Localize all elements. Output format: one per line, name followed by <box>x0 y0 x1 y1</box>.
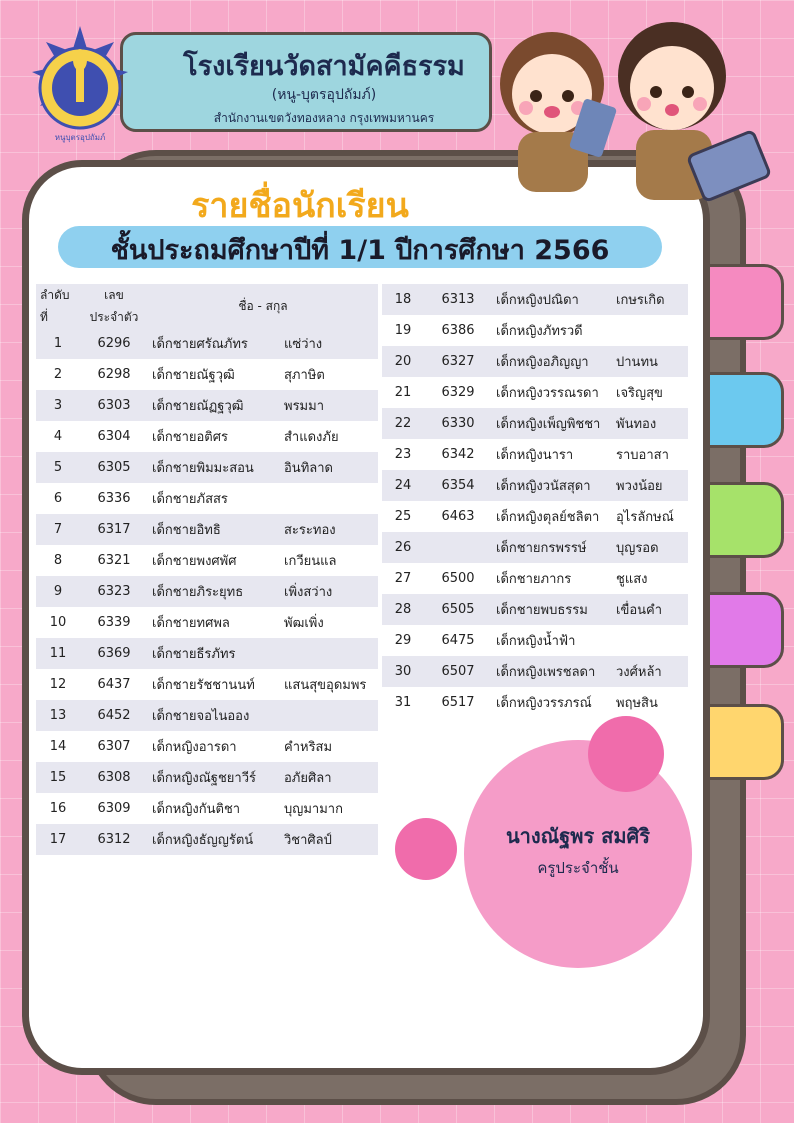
student-number: 29 <box>382 625 424 656</box>
table-row <box>36 824 378 855</box>
student-id: 6329 <box>424 377 492 408</box>
teacher-role: ครูประจำชั้น <box>537 859 619 877</box>
table-row <box>36 762 378 793</box>
student-first-name: เด็กชายภิระยุทธ <box>148 576 280 607</box>
student-number: 1 <box>36 328 80 359</box>
table-row <box>36 545 378 576</box>
student-number: 7 <box>36 514 80 545</box>
school-subtitle: (หนู-บุตรอุปถัมภ์) <box>271 87 377 103</box>
student-id: 6296 <box>80 328 148 359</box>
student-number: 3 <box>36 390 80 421</box>
student-number: 19 <box>382 315 424 346</box>
table-row <box>36 700 378 731</box>
student-number: 27 <box>382 563 424 594</box>
student-first-name: เด็กชายอติศร <box>148 421 280 452</box>
school-name: โรงเรียนวัดสามัคคีธรรม <box>183 51 465 82</box>
student-first-name: เด็กชายพงศพัศ <box>148 545 280 576</box>
student-last-name: สุภาษิต <box>280 359 378 390</box>
column-header-number <box>36 284 80 328</box>
table-row <box>36 669 378 700</box>
student-number: 24 <box>382 470 424 501</box>
decor-circle-top <box>588 716 664 792</box>
table-row <box>36 390 378 421</box>
student-id: 6298 <box>80 359 148 390</box>
table-row <box>36 514 378 545</box>
student-id: 6386 <box>424 315 492 346</box>
student-first-name: เด็กชายกรพรรษ์ <box>492 532 612 563</box>
student-id: 6313 <box>424 284 492 315</box>
student-table-left <box>36 284 378 855</box>
table-row <box>382 346 688 377</box>
student-last-name: คำหริสม <box>280 731 378 762</box>
student-first-name: เด็กหญิงณัฐชยาวีร์ <box>148 762 280 793</box>
student-number: 5 <box>36 452 80 483</box>
student-table-right <box>382 284 688 718</box>
student-id: 6517 <box>424 687 492 718</box>
student-first-name: เด็กหญิงเพ็ญพิชชา <box>492 408 612 439</box>
student-last-name: สะระทอง <box>280 514 378 545</box>
column-header-number-line1: ลำดับ <box>40 288 70 302</box>
student-number: 18 <box>382 284 424 315</box>
student-last-name: พันทอง <box>612 408 688 439</box>
table-row <box>36 576 378 607</box>
page-subtitle: ชั้นประถมศึกษาปีที่ 1/1 ปีการศึกษา 2566 <box>110 235 610 266</box>
table-row <box>382 315 688 346</box>
column-header-id <box>80 284 148 328</box>
column-header-name: ชื่อ - สกุล <box>148 284 378 328</box>
student-id: 6507 <box>424 656 492 687</box>
student-first-name: เด็กหญิงกันติชา <box>148 793 280 824</box>
student-number: 16 <box>36 793 80 824</box>
student-number: 26 <box>382 532 424 563</box>
student-id: 6303 <box>80 390 148 421</box>
student-id: 6330 <box>424 408 492 439</box>
student-id: 6437 <box>80 669 148 700</box>
student-number: 30 <box>382 656 424 687</box>
student-last-name <box>612 625 688 656</box>
student-first-name: เด็กหญิงน้ำฟ้า <box>492 625 612 656</box>
student-last-name: พวงน้อย <box>612 470 688 501</box>
student-last-name <box>280 700 378 731</box>
table-row <box>36 421 378 452</box>
table-row <box>36 607 378 638</box>
student-number: 17 <box>36 824 80 855</box>
student-last-name <box>612 315 688 346</box>
student-number: 23 <box>382 439 424 470</box>
student-id: 6317 <box>80 514 148 545</box>
table-row <box>382 594 688 625</box>
student-first-name: เด็กหญิงธัญญรัตน์ <box>148 824 280 855</box>
student-id: 6321 <box>80 545 148 576</box>
student-number: 6 <box>36 483 80 514</box>
student-number: 14 <box>36 731 80 762</box>
student-id: 6354 <box>424 470 492 501</box>
student-first-name: เด็กชายณัฏฐวุฒิ <box>148 390 280 421</box>
student-number: 4 <box>36 421 80 452</box>
student-first-name: เด็กชายศรัณภัทร <box>148 328 280 359</box>
decor-circle-left <box>395 818 457 880</box>
student-number: 8 <box>36 545 80 576</box>
student-last-name: แซ่ว่าง <box>280 328 378 359</box>
student-last-name <box>280 483 378 514</box>
student-last-name: ปานทน <box>612 346 688 377</box>
student-number: 13 <box>36 700 80 731</box>
student-number: 9 <box>36 576 80 607</box>
student-last-name: พัฒเพิ่ง <box>280 607 378 638</box>
student-first-name: เด็กชายรัชชานนท์ <box>148 669 280 700</box>
table-row <box>382 687 688 718</box>
student-id: 6463 <box>424 501 492 532</box>
table-row <box>382 377 688 408</box>
student-number: 10 <box>36 607 80 638</box>
student-first-name: เด็กชายจอไนออง <box>148 700 280 731</box>
student-id: 6309 <box>80 793 148 824</box>
students-illustration-icon <box>480 6 780 216</box>
student-first-name: เด็กหญิงวนัสสุดา <box>492 470 612 501</box>
student-number: 20 <box>382 346 424 377</box>
student-id: 6308 <box>80 762 148 793</box>
table-row <box>36 359 378 390</box>
table-row <box>382 656 688 687</box>
student-id: 6323 <box>80 576 148 607</box>
student-first-name: เด็กชายธีรภัทร <box>148 638 280 669</box>
student-last-name: เขื่อนคำ <box>612 594 688 625</box>
student-id: 6342 <box>424 439 492 470</box>
student-number: 22 <box>382 408 424 439</box>
student-id: 6475 <box>424 625 492 656</box>
student-first-name: เด็กชายทศพล <box>148 607 280 638</box>
student-number: 15 <box>36 762 80 793</box>
table-row <box>382 439 688 470</box>
table-row <box>382 408 688 439</box>
student-last-name: บุญรอด <box>612 532 688 563</box>
table-row <box>36 793 378 824</box>
student-first-name: เด็กหญิงปณิดา <box>492 284 612 315</box>
table-row <box>382 470 688 501</box>
student-last-name: พฤษสิน <box>612 687 688 718</box>
column-header-id-line2: ประจำตัว <box>89 310 139 324</box>
student-first-name: เด็กหญิงนารา <box>492 439 612 470</box>
student-id: 6327 <box>424 346 492 377</box>
student-first-name: เด็กหญิงตุลย์ชลิตา <box>492 501 612 532</box>
student-id: 6505 <box>424 594 492 625</box>
svg-text:หนูบุตรอุปถัมภ์: หนูบุตรอุปถัมภ์ <box>54 133 106 142</box>
student-number: 31 <box>382 687 424 718</box>
student-last-name: เพิ่งสว่าง <box>280 576 378 607</box>
column-header-number-line2: ที่ <box>40 310 48 324</box>
student-first-name: เด็กชายพิมมะสอน <box>148 452 280 483</box>
student-id: 6312 <box>80 824 148 855</box>
school-logo-icon <box>24 22 136 150</box>
student-number: 11 <box>36 638 80 669</box>
student-id: 6305 <box>80 452 148 483</box>
student-number: 2 <box>36 359 80 390</box>
student-last-name: เจริญสุข <box>612 377 688 408</box>
student-last-name: วิชาศิลป์ <box>280 824 378 855</box>
student-number: 12 <box>36 669 80 700</box>
student-first-name: เด็กชายภัสสร <box>148 483 280 514</box>
table-row <box>382 501 688 532</box>
column-header-id-line1: เลข <box>104 288 124 302</box>
student-first-name: เด็กหญิงวรรภรณ์ <box>492 687 612 718</box>
student-id: 6304 <box>80 421 148 452</box>
table-row <box>382 625 688 656</box>
student-first-name: เด็กหญิงอภิญญา <box>492 346 612 377</box>
student-first-name: เด็กชายพบธรรม <box>492 594 612 625</box>
student-first-name: เด็กชายภากร <box>492 563 612 594</box>
student-last-name: อินทิลาด <box>280 452 378 483</box>
student-first-name: เด็กหญิงภัทรวดี <box>492 315 612 346</box>
student-last-name <box>280 638 378 669</box>
table-row <box>382 532 688 563</box>
student-number: 21 <box>382 377 424 408</box>
student-id: 6452 <box>80 700 148 731</box>
table-row <box>36 452 378 483</box>
table-row <box>36 731 378 762</box>
student-id: 6500 <box>424 563 492 594</box>
student-last-name: อุไรลักษณ์ <box>612 501 688 532</box>
student-id: 6369 <box>80 638 148 669</box>
student-number: 25 <box>382 501 424 532</box>
student-last-name: เกษรเกิด <box>612 284 688 315</box>
student-last-name: ราบอาสา <box>612 439 688 470</box>
student-number: 28 <box>382 594 424 625</box>
page-title: รายชื่อนักเรียน <box>191 186 409 226</box>
student-last-name: อภัยศิลา <box>280 762 378 793</box>
table-row <box>36 328 378 359</box>
student-last-name: ชูแสง <box>612 563 688 594</box>
school-office: สำนักงานเขตวังทองหลาง กรุงเทพมหานคร <box>213 111 435 125</box>
student-first-name: เด็กหญิงเพรชลดา <box>492 656 612 687</box>
student-last-name: สำแดงภัย <box>280 421 378 452</box>
table-row <box>382 563 688 594</box>
student-first-name: เด็กชายณัฐวุฒิ <box>148 359 280 390</box>
student-id: 6307 <box>80 731 148 762</box>
student-last-name: เกวียนแล <box>280 545 378 576</box>
teacher-name: นางณัฐพร สมศิริ <box>506 824 650 848</box>
student-first-name: เด็กชายอิทธิ <box>148 514 280 545</box>
student-id <box>424 532 492 563</box>
student-id: 6336 <box>80 483 148 514</box>
table-row <box>36 638 378 669</box>
table-row <box>382 284 688 315</box>
table-row <box>36 483 378 514</box>
student-first-name: เด็กหญิงอารดา <box>148 731 280 762</box>
student-id: 6339 <box>80 607 148 638</box>
student-last-name: วงศ์หล้า <box>612 656 688 687</box>
student-first-name: เด็กหญิงวรรณรดา <box>492 377 612 408</box>
student-last-name: พรมมา <box>280 390 378 421</box>
student-last-name: แสนสุขอุดมพร <box>280 669 378 700</box>
student-last-name: บุญมามาก <box>280 793 378 824</box>
